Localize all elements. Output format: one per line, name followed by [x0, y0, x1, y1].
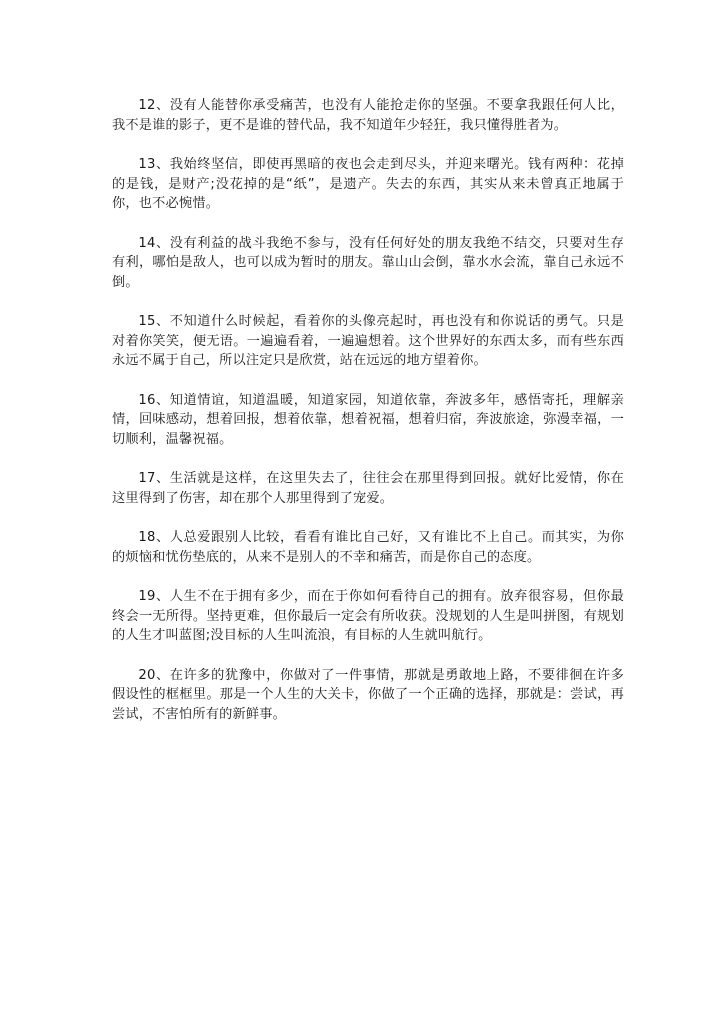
paragraph-13: 13、我始终坚信，即使再黑暗的夜也会走到尽头，并迎来曙光。钱有两种：花掉的是钱，是财产;没花掉的是“纸”，是遗产。失去的东西，其实从来未曾真正地属于你，也不必惋惜。	[112, 157, 624, 211]
paragraph-20: 20、在许多的犹豫中，你做对了一件事情，那就是勇敢地上路，不要徘徊在许多假设性的框框里。那是一个人生的大关卡，你做了一个正确的选择，那就是：尝试，再尝试，不害怕所有的新鲜事。	[112, 667, 624, 722]
paragraph-19: 19、人生不在于拥有多少，而在于你如何看待自己的拥有。放弃很容易，但你最终会一无所得。坚持更难，但你最后一定会有所收获。没规划的人生是叫拼图，有规划的人生才叫蓝图;没目标的人生叫流浪，有目标的人生就叫航行。	[112, 589, 624, 643]
paragraph-17: 17、生活就是这样，在这里失去了，往往会在那里得到回报。就好比爱情，你在这里得到了伤害，却在那个人那里得到了宠爱。	[112, 471, 624, 506]
paragraph-12: 12、没有人能替你承受痛苦，也没有人能抢走你的坚强。不要拿我跟任何人比，我不是谁的影子，更不是谁的替代品，我不知道年少轻狂，我只懂得胜者为。	[112, 98, 624, 133]
document-body	[112, 96, 624, 744]
paragraph-18: 18、人总爱跟别人比较，看看有谁比自己好，又有谁比不上自己。而其实，为你的烦恼和忧伤垫底的，从来不是别人的不幸和痛苦，而是你自己的态度。	[112, 530, 624, 565]
paragraph-15: 15、不知道什么时候起，看着你的头像亮起时，再也没有和你说话的勇气。只是对着你笑笑，便无语。一遍遍看着，一遍遍想着。这个世界好的东西太多，而有些东西永远不属于自己，所以注定只是欣赏，站在远远的地方望着你。	[112, 314, 624, 368]
paragraph-14: 14、没有利益的战斗我绝不参与，没有任何好处的朋友我绝不结交，只要对生存有利，哪怕是敌人，也可以成为暂时的朋友。靠山山会倒，靠水水会流，靠自己永远不倒。	[112, 235, 624, 290]
paragraph-16: 16、知道情谊，知道温暖，知道家园，知道依靠，奔波多年，感悟寄托，理解亲情，回味感动，想着回报，想着依靠，想着祝福，想着归宿，奔波旅途，弥漫幸福，一切顺利，温馨祝福。	[112, 392, 624, 447]
